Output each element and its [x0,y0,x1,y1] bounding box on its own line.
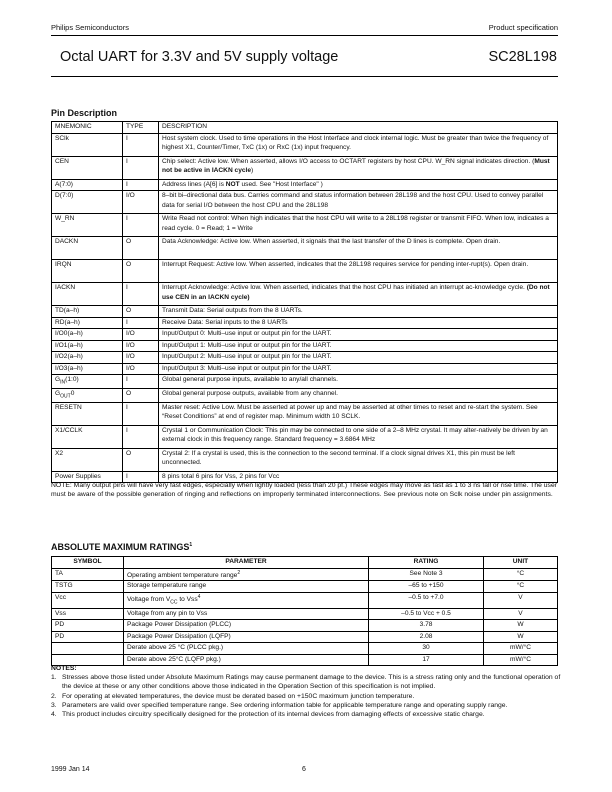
description-text: Data Acknowledge: Active low. When asserted, it signals that the last transfer of the D lines is complete. Open drain. [162,238,501,245]
unit: V [484,608,558,620]
table-row [52,608,558,620]
description-text: 8–bit bi–directional data bus. Carries command and status information between 28L198 and the host CPU. Used to convey parallel data for serial I/O between the host CPU and the 28L198 [162,192,544,209]
pin-mnemonic [52,179,123,191]
rating: 17 [369,654,484,666]
pin-description [159,425,558,448]
pin-mnemonic [52,402,123,425]
unit: W [484,620,558,632]
description-suffix: used. See "Host Interface" ) [239,180,323,188]
note-item [51,673,561,692]
rating: –0.5 to +7.0 [369,592,484,608]
description-text: Transmit Data: Serial outputs from the 8 UARTs. [162,307,303,314]
description-text: Master reset: Active Low. Must be asserted at power up and may be asserted at other times to reset and re-start the system. See “Reset Conditions” at end of register map. Minimum width 10 SCLK. [162,403,538,421]
pin-mnemonic [52,448,123,471]
symbol: TA [52,568,124,581]
notes-heading: NOTES: [51,665,77,672]
table-header-row [52,122,558,134]
unit: °C [484,568,558,581]
mnemonic-text: W_RN [55,215,75,222]
pin-description [159,375,558,389]
mnemonic-text: D(7:0) [55,192,74,199]
mnemonic-text: X1/CCLK [55,426,83,434]
table-row [52,317,558,329]
column-header: SYMBOL [52,557,124,569]
parameter [124,608,369,620]
note-text: For operating at elevated temperatures, the device must be derated based on +150C maximum junction temperature. [62,692,415,700]
table-row [52,592,558,608]
pin-description [159,363,558,375]
pin-description-heading: Pin Description [51,108,118,118]
pin-type: I [123,317,159,329]
table-row [52,133,558,156]
pin-type: I/O [123,352,159,364]
column-header: RATING [369,557,484,569]
rating: 3.78 [369,620,484,632]
pin-mnemonic [52,306,123,318]
rating: –65 to +150 [369,581,484,593]
table-row [52,283,558,306]
table-row [52,402,558,425]
note-text: This product includes circuitry specifically designed for the protection of its internal devices from damaging effects of excessive static charge. [62,711,485,719]
symbol: PD [52,620,124,632]
pin-mnemonic [52,191,123,214]
description-emphasis: Must not be active in IACKN cycle [162,157,550,175]
mnemonic-subscript: OUT [60,393,71,400]
table-row [52,306,558,318]
column-header: PARAMETER [124,557,369,569]
pin-description [159,156,558,179]
description-text: Interrupt Acknowledge: Active low. When asserted, indicates that the host CPU has initiated an interrupt ac-knowledge cycle. [162,284,527,291]
mnemonic-text: G [55,376,61,383]
parameter-text: Storage temperature range [127,582,207,590]
pin-type: O [123,237,159,260]
parameter-text: Voltage from V [127,595,171,603]
unit: °C [484,581,558,593]
pin-type: I [123,214,159,237]
pin-mnemonic [52,260,123,283]
unit: W [484,631,558,643]
document-title: Octal UART for 3.3V and 5V supply voltage [60,49,339,65]
pin-type: O [123,306,159,318]
description-text: Global general purpose outputs, available from any channel. [162,389,338,397]
pin-type: I/O [123,191,159,214]
pin-description [159,214,558,237]
unit: V [484,592,558,608]
symbol: Vss [52,608,124,620]
table-row [52,581,558,593]
pin-description [159,329,558,341]
description-text: Address lines (A[6] is [162,180,226,188]
mnemonic-text: I/O1(a–h) [55,341,83,349]
description-text: Crystal 1 or Communication Clock: This pin may be connected to one side of a 2–8 MHz crystal. It may alter-natively be driven by an external clock in this frequency range. Standard frequency = 3.6864 MHz [162,426,548,444]
table-row [52,448,558,471]
part-number: SC28L198 [488,49,557,65]
pin-description [159,340,558,352]
parameter [124,581,369,593]
table-row [52,340,558,352]
note-reference: 2 [237,569,241,576]
table-row [52,329,558,341]
parameter [124,631,369,643]
mnemonic-text: TD(a–h) [55,307,80,314]
table-row [52,425,558,448]
pin-mnemonic [52,214,123,237]
description-text: Write Read not control: When high indicates that the host CPU will write to a 28L198 register or transmit FIFO. When low, indicates a read cycle. 0 = Read; 1 = Write [162,215,549,232]
description-text: 8 pins total 6 pins for Vss, 2 pins for Vcc [162,472,280,480]
title-rule [51,76,558,77]
symbol: PD [52,631,124,643]
table-row [52,643,558,655]
company-name: Philips Semiconductors [51,23,129,32]
note-number: 3. [51,701,57,709]
pin-note: NOTE: Many output pins will have very fast edges, especially when lightly loaded (less than 20 pf.) These edges may move as fast as 1 to 3 ns fall or rise time. The user must be aware of the possible generation of ringing and reflections on improperly terminated interconnections. See previous note on Sclk noise under pin assignments. [51,482,557,499]
mnemonic-text: RD(a–h) [55,318,80,326]
table-row [52,352,558,364]
abs-max-heading: ABSOLUTE MAXIMUM RATINGS$^1$ [51,542,193,552]
table-row [52,363,558,375]
mnemonic-text: DACKN [55,238,79,245]
table-row [52,179,558,191]
pin-type: O [123,448,159,471]
description-text: Input/Output 1: Multi–use input or output pin for the UART. [162,341,332,349]
unit: mW/°C [484,654,558,666]
pin-type: I [123,425,159,448]
mnemonic-text: A(7:0) [55,180,73,188]
pin-type: I [123,375,159,389]
pin-mnemonic [52,425,123,448]
description-emphasis: NOT [225,180,240,188]
mnemonic-text: Power Supplies [55,472,101,480]
pin-type: I/O [123,363,159,375]
pin-type: I [123,156,159,179]
description-text: Crystal 2: If a crystal is used, this is the connection to the second terminal. If a clock signal drives X1, this pin must be left unconnected. [162,449,515,467]
description-text: Input/Output 0: Multi–use input or output pin for the UART. [162,330,332,337]
description-text: Receive Data: Serial inputs to the 8 UARTs [162,318,288,326]
parameter-text: Voltage from any pin to Vss [127,609,208,617]
table-row [52,260,558,283]
table-row [52,631,558,643]
pin-type: I/O [123,340,159,352]
table-row [52,620,558,632]
document-type: Product specification [488,23,558,32]
column-header: UNIT [484,557,558,569]
rating: 2.08 [369,631,484,643]
pin-mnemonic [52,352,123,364]
parameter-text: Derate above 25 °C (PLCC pkg.) [127,644,224,652]
pin-description [159,402,558,425]
pin-description [159,448,558,471]
pin-description [159,388,558,402]
notes-list [51,673,561,719]
note-item [51,692,561,701]
description-text: Input/Output 3: Multi–use input or output pin for the UART. [162,364,332,372]
mnemonic-suffix: 0 [70,389,75,397]
mnemonic-text: I/O0(a–h) [55,330,83,337]
column-header: DESCRIPTION [159,122,558,134]
parameter-text: Package Power Dissipation (LQFP) [127,632,231,640]
pin-type: I [123,471,159,483]
parameter-subscript: CC [170,599,178,606]
abs-max-ratings-table [51,556,558,666]
pin-description-table [51,121,558,483]
page-number: 6 [302,766,306,773]
pin-mnemonic [52,388,123,402]
parameter-text: Derate above 25°C (LQFP pkg.) [127,655,221,663]
column-header: MNEMONIC [52,122,123,134]
mnemonic-text: SClk [55,134,69,142]
header-rule [51,35,558,36]
rating: 30 [369,643,484,655]
pin-type: I [123,133,159,156]
mnemonic-text: I/O2(a–h) [55,353,83,360]
pin-description [159,179,558,191]
mnemonic-subscript: IN [60,379,66,386]
pin-type: O [123,260,159,283]
description-text: Interrupt Request: Active low. When asserted, indicates that the 28L198 requires service for pending inter-rupt(s). Open drain. [162,261,529,268]
mnemonic-suffix: (1:0) [65,376,79,383]
pin-type: I [123,179,159,191]
pin-type: I/O [123,329,159,341]
note-number: 4. [51,711,57,719]
table-row [52,191,558,214]
description-text: Chip select: Active low. When asserted, allows I/O access to OCTART registers by host CPU. W_RN signal indicates direction. ( [162,157,535,165]
note-reference: 4 [197,593,201,600]
parameter-text: Operating ambient temperature range [127,571,238,579]
mnemonic-text: IRQN [55,261,72,268]
mnemonic-text: I/O3(a–h) [55,364,83,372]
pin-mnemonic [52,237,123,260]
note-item [51,701,561,710]
column-header: TYPE [123,122,159,134]
parameter [124,620,369,632]
table-row [52,568,558,581]
pin-mnemonic [52,317,123,329]
pin-mnemonic [52,156,123,179]
pin-description [159,306,558,318]
pin-mnemonic [52,329,123,341]
parameter-suffix: to Vss [177,595,198,603]
pin-type: O [123,388,159,402]
pin-mnemonic [52,283,123,306]
mnemonic-text: CEN [55,157,69,165]
pin-description [159,260,558,283]
description-suffix: ) [251,167,254,175]
mnemonic-text: IACKN [55,284,76,291]
pin-type: I [123,283,159,306]
mnemonic-text: G [55,389,61,397]
symbol [52,643,124,655]
table-row [52,388,558,402]
parameter [124,592,369,608]
pin-description [159,283,558,306]
footer-date: 1999 Jan 14 [51,766,90,773]
note-text: Stresses above those listed under Absolute Maximum Ratings may cause permanent damage to the device. This is a stress rating only and the functional operation of the device at these or any other conditions above those indicated in the Operation Section of this specification is not implied. [62,674,561,691]
pin-mnemonic [52,340,123,352]
parameter [124,568,369,581]
symbol: Vcc [52,592,124,608]
pin-mnemonic [52,363,123,375]
note-item [51,710,561,719]
rating: –0.5 to Vcc + 0.5 [369,608,484,620]
table-row [52,214,558,237]
pin-mnemonic [52,375,123,389]
mnemonic-text: RESETN [55,403,82,411]
pin-description [159,191,558,214]
description-text: Global general purpose inputs, available to any/all channels. [162,376,338,383]
parameter-text: Package Power Dissipation (PLCC) [127,621,232,629]
pin-description [159,237,558,260]
pin-description [159,133,558,156]
note-number: 2. [51,692,57,700]
description-text: Host system clock. Used to time operations in the Host Interface and clock internal logic. Must be greater than twice the frequency of highest X1, Counter/Timer, TxC (1x) or RxC (1x) input frequency. [162,134,549,152]
table-row [52,237,558,260]
symbol: TSTG [52,581,124,593]
pin-mnemonic [52,133,123,156]
note-number: 1. [51,674,57,681]
parameter [124,643,369,655]
table-row [52,375,558,389]
unit: mW/°C [484,643,558,655]
pin-type: I [123,402,159,425]
note-text: Parameters are valid over specified temperature range. See ordering information table for applicable temperature range and operating supply range. [62,701,508,709]
table-row [52,156,558,179]
pin-description [159,352,558,364]
description-emphasis: (Do not use CEN in an IACKN cycle) [162,284,550,301]
pin-description [159,317,558,329]
rating: See Note 3 [369,568,484,581]
mnemonic-text: X2 [55,449,64,457]
table-header-row [52,557,558,569]
description-text: Input/Output 2: Multi–use input or output pin for the UART. [162,353,332,360]
